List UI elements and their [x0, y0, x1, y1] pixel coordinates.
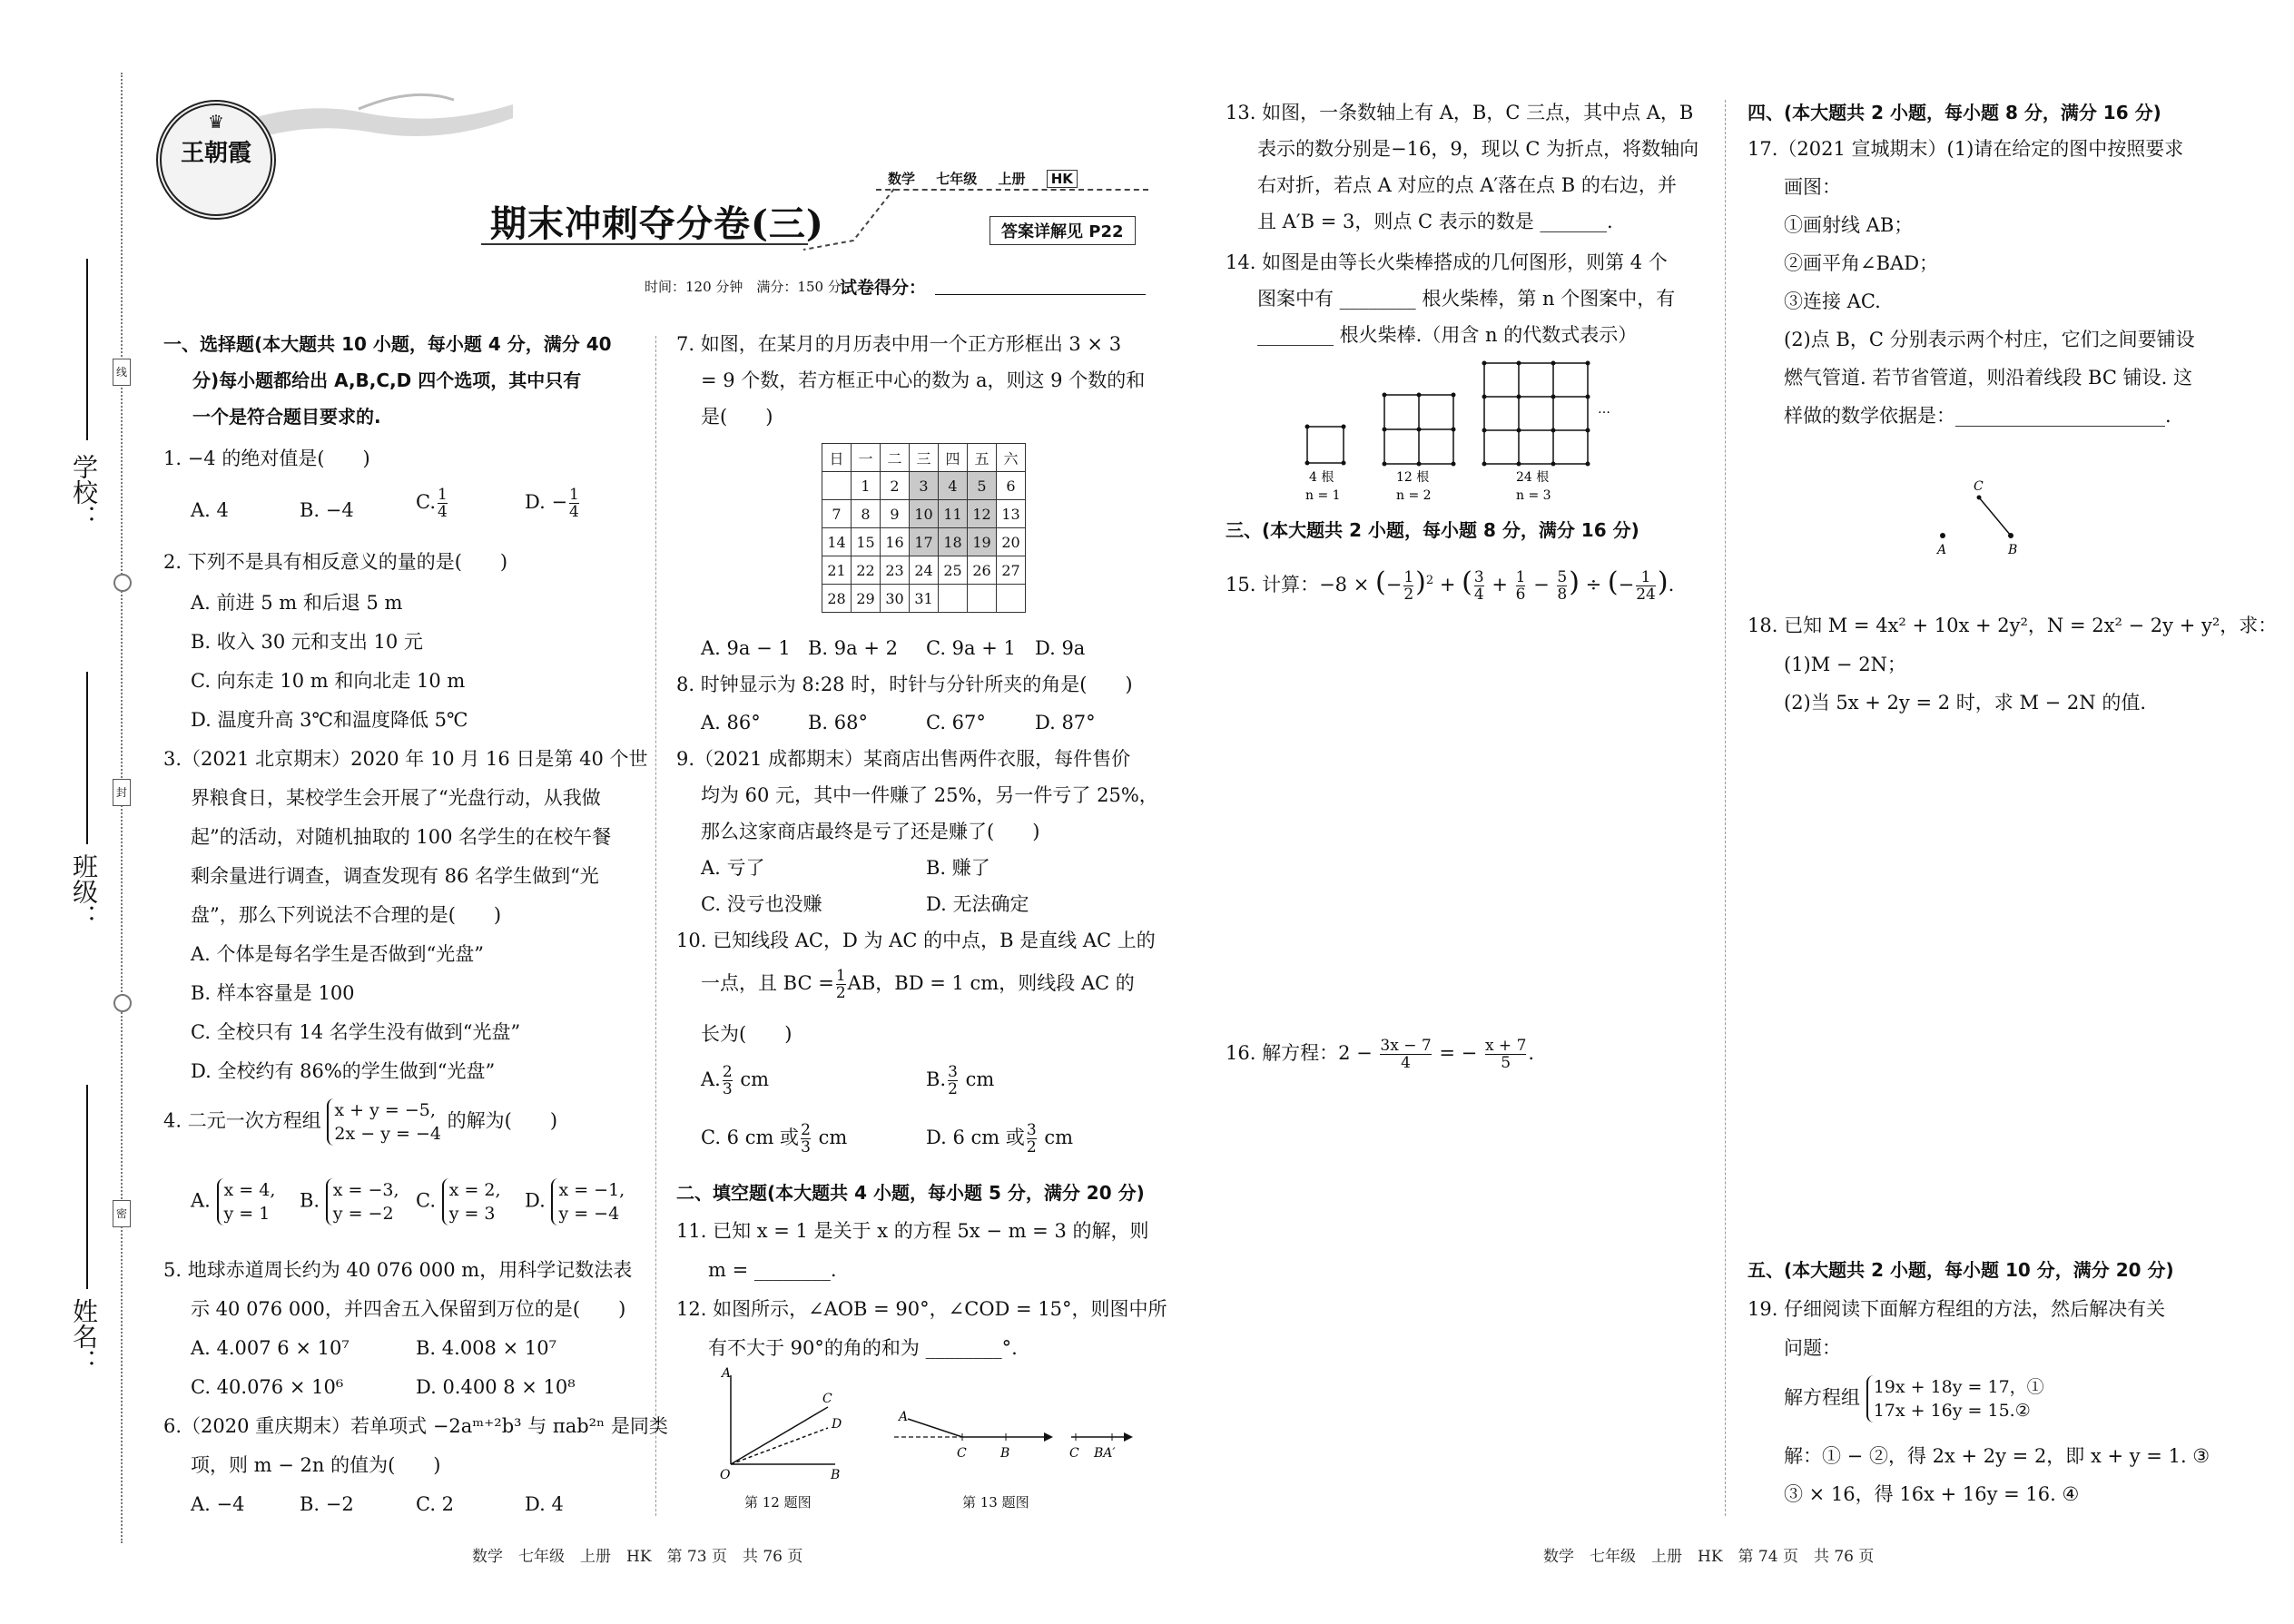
- question-5-option-b: B. 4.008 × 10⁷: [416, 1337, 556, 1359]
- calendar-row: [822, 528, 1026, 556]
- question-7-line1: 7. 如图，在某月的月历表中用一个正方形框出 3 × 3: [676, 333, 1122, 355]
- binding-hole-icon: [113, 994, 132, 1012]
- calendar-header-row: [822, 444, 1026, 472]
- question-13-line1: 13. 如图，一条数轴上有 A，B，C 三点，其中点 A，B: [1226, 102, 1694, 123]
- question-6-line2: 项，则 m − 2n 的值为( ): [191, 1454, 441, 1476]
- subject-subject: 数学: [888, 171, 916, 187]
- calendar-head-cell: 五: [968, 444, 997, 472]
- calendar-cell: 1: [852, 472, 881, 500]
- calendar-cell: 21: [822, 556, 852, 585]
- exam-time-info: 时间：120 分钟 满分：150 分: [645, 279, 842, 295]
- calendar-cell: 22: [852, 556, 881, 585]
- question-17-line4: ②画平角∠BAD；: [1784, 252, 1939, 274]
- calendar-row: [822, 472, 1026, 500]
- question-9-option-d: D. 无法确定: [926, 893, 1029, 915]
- question-4: 4. 二元一次方程组 x + y = −5, 2x − y = −4 的解为( ): [163, 1100, 558, 1144]
- question-1-option-a: A. 4: [191, 499, 229, 521]
- calendar-head-cell: 日: [822, 444, 852, 472]
- question-17-line6: (2)点 B，C 分别表示两个村庄，它们之间要铺设: [1784, 329, 2195, 350]
- section-5-heading: 五、(本大题共 2 小题，每小题 10 分，满分 20 分): [1748, 1259, 2174, 1281]
- fig14-count-3: 24 根: [1516, 470, 1550, 485]
- question-3-option-c: C. 全校只有 14 名学生没有做到“光盘”: [191, 1021, 521, 1043]
- fig14-n-1: n = 1: [1305, 488, 1341, 503]
- score-label: 试卷得分：: [840, 278, 927, 298]
- question-12-line1: 12. 如图所示，∠AOB = 90°，∠COD = 15°，则图中所: [676, 1298, 1167, 1320]
- question-17-line3: ①画射线 AB；: [1784, 214, 1914, 236]
- calendar-cell-highlighted: 11: [939, 500, 968, 528]
- figure-14-matchstick-patterns: [1289, 354, 1634, 513]
- question-17-line2: 画图：: [1784, 176, 1841, 198]
- question-7-line3: 是( ): [701, 406, 773, 428]
- calendar-cell-highlighted: 17: [910, 528, 939, 556]
- calendar-cell-highlighted: 10: [910, 500, 939, 528]
- title-underline: [481, 243, 808, 245]
- question-2-option-b: B. 收入 30 元和支出 10 元: [191, 631, 423, 653]
- question-6-option-c: C. 2: [416, 1493, 455, 1515]
- logo-crown-icon: ♛: [208, 111, 224, 133]
- question-9-option-c: C. 没亏也没赚: [701, 893, 822, 915]
- question-19-line2: 问题：: [1784, 1337, 1841, 1359]
- fig17-label-a: A: [1937, 543, 1947, 557]
- name-label: 姓名：: [69, 1298, 99, 1374]
- fig13-label-a: A: [899, 1410, 909, 1424]
- figure-13-caption: 第 13 题图: [962, 1494, 1029, 1511]
- calendar-cell-highlighted: 12: [968, 500, 997, 528]
- calendar-head-cell: 一: [852, 444, 881, 472]
- page-title: 期末冲刺夺分卷(三): [490, 202, 824, 245]
- calendar-cell: 14: [822, 528, 852, 556]
- question-7-option-a: A. 9a − 1: [701, 637, 791, 659]
- question-4-option-b: B. x = −3, y = −2: [300, 1180, 399, 1224]
- school-label: 学校：: [69, 454, 99, 530]
- question-3-line4: 剩余量进行调查，调查发现有 86 名学生做到“光: [191, 865, 599, 887]
- column-divider: [655, 336, 656, 1516]
- logo-text: 王朝霞: [180, 140, 251, 167]
- binding-dotted-line: [121, 73, 123, 1543]
- fig14-count-2: 12 根: [1396, 470, 1430, 485]
- question-3-option-b: B. 样本容量是 100: [191, 982, 355, 1004]
- calendar-cell: 8: [852, 500, 881, 528]
- fig12-label-a: A: [722, 1366, 732, 1381]
- question-2-option-c: C. 向东走 10 m 和向北走 10 m: [191, 670, 466, 692]
- class-blank: [86, 672, 88, 844]
- seal-mark-seal: 封: [113, 779, 131, 806]
- section-1-heading: 一、选择题(本大题共 10 小题，每小题 4 分，满分 40: [163, 333, 612, 355]
- question-16: 16. 解方程：2 − $\frac{3x - 7}{4}$ = − $\frac{x + 7}{5}$ .: [1226, 1037, 1535, 1072]
- calendar-head-cell: 三: [910, 444, 939, 472]
- figure-17-points: [1915, 472, 2024, 563]
- question-19-solution-line1: 解：① − ②，得 2x + 2y = 2，即 x + y = 1. ③: [1784, 1445, 2210, 1467]
- fig14-count-1: 4 根: [1309, 470, 1334, 485]
- calendar-cell: [822, 472, 852, 500]
- question-2-option-a: A. 前进 5 m 和后退 5 m: [191, 592, 403, 614]
- question-7-option-d: D. 9a: [1035, 637, 1086, 659]
- question-18-line3: (2)当 5x + 2y = 2 时，求 M − 2N 的值.: [1784, 692, 2146, 714]
- calendar-cell: 2: [881, 472, 910, 500]
- question-2-option-d: D. 温度升高 3℃和温度降低 5℃: [191, 709, 468, 731]
- question-19-solution-line2: ③ × 16，得 16x + 16y = 16. ④: [1784, 1483, 2080, 1505]
- question-8-option-a: A. 86°: [701, 712, 761, 733]
- question-3-line5: 盘”，那么下列说法不合理的是( ): [191, 904, 502, 926]
- fig13-label-b: B: [1000, 1446, 1010, 1461]
- calendar-cell: 15: [852, 528, 881, 556]
- pattern-n3: [1484, 363, 1588, 464]
- question-13-line4: 且 A′B = 3，则点 C 表示的数是 _______.: [1257, 211, 1613, 232]
- calendar-cell: [968, 585, 997, 613]
- pattern-n1: [1307, 427, 1344, 463]
- question-15: 15. 计算：−8 × (− $\frac{1}{2}$ )$^2$ + ( $\frac{3}{4}$ + $\frac{1}{6}$ − $\frac{5}{8}$ ) ÷ (− $\frac{1}{24}$ ).: [1226, 566, 1675, 604]
- question-6-option-d: D. 4: [525, 1493, 564, 1515]
- question-4-option-c: C. x = 2, y = 3: [416, 1180, 501, 1224]
- class-label: 班级：: [69, 853, 99, 930]
- question-10-line1: 10. 已知线段 AC，D 为 AC 的中点，B 是直线 AC 上的: [676, 930, 1156, 951]
- calendar-cell: 24: [910, 556, 939, 585]
- question-13-line3: 右对折，若点 A 对应的点 A′落在点 B 的右边，并: [1257, 174, 1677, 196]
- question-5-line2: 示 40 076 000，并四舍五入保留到万位的是( ): [191, 1298, 626, 1320]
- question-18-line2: (1)M − 2N；: [1784, 654, 1906, 675]
- question-5-option-c: C. 40.076 × 10⁶: [191, 1376, 344, 1398]
- calendar-cell: 23: [881, 556, 910, 585]
- calendar-cell-highlighted: 19: [968, 528, 997, 556]
- school-blank: [86, 259, 88, 440]
- calendar-cell: 31: [910, 585, 939, 613]
- question-8-option-c: C. 67°: [926, 712, 986, 733]
- question-12-line2: 有不大于 90°的角的和为 ________°.: [708, 1337, 1018, 1359]
- question-10-line3: 长为( ): [701, 1023, 793, 1045]
- calendar-cell-highlighted: 4: [939, 472, 968, 500]
- question-1-option-b: B. −4: [300, 499, 354, 521]
- fig13-label-c: C: [957, 1446, 967, 1461]
- calendar-row: [822, 585, 1026, 613]
- question-5-option-d: D. 0.400 8 × 10⁸: [416, 1376, 576, 1398]
- question-19-system: 解方程组 19x + 18y = 17，① 17x + 16y = 15.②: [1784, 1377, 2044, 1421]
- question-6-line1: 6.（2020 重庆期末）若单项式 −2aᵐ⁺²b³ 与 πab²ⁿ 是同类: [163, 1415, 668, 1437]
- score-blank: [935, 294, 1146, 295]
- question-3-line1: 3.（2021 北京期末）2020 年 10 月 16 日是第 40 个世: [163, 748, 648, 770]
- question-7-line2: = 9 个数，若方框正中心的数为 a，则这 9 个数的和: [701, 369, 1146, 391]
- calendar-cell: 26: [968, 556, 997, 585]
- section-1-heading-line3: 一个是符合题目要求的.: [192, 406, 381, 428]
- calendar-cell: 27: [997, 556, 1026, 585]
- fig12-label-c: C: [822, 1392, 832, 1406]
- calendar-cell: 13: [997, 500, 1026, 528]
- fig12-label-b: B: [831, 1468, 841, 1482]
- calendar-cell-highlighted: 18: [939, 528, 968, 556]
- fig14-n-3: n = 3: [1516, 488, 1551, 503]
- figure-12-caption: 第 12 题图: [744, 1494, 812, 1511]
- question-8-option-b: B. 68°: [808, 712, 869, 733]
- seal-mark-line: 线: [113, 359, 131, 386]
- calendar-table: [822, 443, 1026, 613]
- subject-volume: 上册: [998, 171, 1026, 187]
- question-19-line1: 19. 仔细阅读下面解方程组的方法，然后解决有关: [1748, 1298, 2166, 1320]
- question-18-line1: 18. 已知 M = 4x² + 10x + 2y²，N = 2x² − 2y + y²，求：: [1748, 615, 2278, 636]
- question-6-option-b: B. −2: [300, 1493, 354, 1515]
- question-9-line3: 那么这家商店最终是亏了还是赚了( ): [701, 821, 1040, 842]
- figure-12-angles: [717, 1366, 881, 1489]
- calendar-cell: 9: [881, 500, 910, 528]
- question-4-option-a: A. x = 4, y = 1: [191, 1180, 276, 1224]
- question-1: 1. −4 的绝对值是( ): [163, 448, 370, 469]
- calendar-cell: 29: [852, 585, 881, 613]
- question-5-option-a: A. 4.007 6 × 10⁷: [191, 1337, 350, 1359]
- binding-hole-icon: [113, 574, 132, 592]
- question-14-line3: ________ 根火柴棒.（用含 n 的代数式表示）: [1257, 324, 1638, 346]
- subject-bar: [888, 169, 1078, 188]
- section-1-heading-line2: 分)每小题都给出 A,B,C,D 四个选项，其中只有: [192, 369, 582, 391]
- fig14-n-2: n = 2: [1396, 488, 1432, 503]
- question-1-option-c: C. $\frac{1}{4}$: [416, 486, 448, 521]
- name-blank: [86, 1085, 88, 1289]
- section-2-heading: 二、填空题(本大题共 4 小题，每小题 5 分，满分 20 分): [676, 1182, 1145, 1204]
- footer-right-page-info: 数学 七年级 上册 HK 第 74 页 共 76 页: [1543, 1548, 1875, 1566]
- question-17-line8: 样做的数学依据是：______________________.: [1784, 405, 2171, 427]
- fig13-label-ba: BA′: [1094, 1446, 1116, 1461]
- calendar-cell: 20: [997, 528, 1026, 556]
- calendar-cell: [997, 585, 1026, 613]
- question-8-option-d: D. 87°: [1035, 712, 1096, 733]
- calendar-cell: 30: [881, 585, 910, 613]
- seal-mark-secret: 密: [113, 1200, 131, 1227]
- footer-left-page-info: 数学 七年级 上册 HK 第 73 页 共 76 页: [472, 1548, 803, 1566]
- question-9-option-a: A. 亏了: [701, 857, 765, 879]
- section-3-heading: 三、(本大题共 2 小题，每小题 8 分，满分 16 分): [1226, 519, 1639, 541]
- logo-seal: [156, 100, 276, 220]
- question-10-option-b: B. $\frac{3}{2}$ cm: [926, 1063, 995, 1098]
- calendar-cell: 6: [997, 472, 1026, 500]
- calendar-cell-highlighted: 3: [910, 472, 939, 500]
- calendar-cell: 16: [881, 528, 910, 556]
- question-11-line2: m = ________.: [708, 1259, 837, 1281]
- question-11-line1: 11. 已知 x = 1 是关于 x 的方程 5x − m = 3 的解，则: [676, 1220, 1149, 1242]
- question-14-line2: 图案中有 ________ 根火柴棒，第 n 个图案中，有: [1257, 288, 1676, 310]
- question-7-option-c: C. 9a + 1: [926, 637, 1016, 659]
- question-3-option-a: A. 个体是每名学生是否做到“光盘”: [191, 943, 484, 965]
- calendar-cell: [939, 585, 968, 613]
- question-1-option-d: D. − $\frac{1}{4}$: [525, 486, 579, 521]
- question-13-line2: 表示的数分别是−16，9，现以 C 为折点，将数轴向: [1257, 138, 1699, 160]
- header-dashed-line: [876, 189, 1148, 191]
- calendar-row: [822, 556, 1026, 585]
- question-10-option-a: A. $\frac{2}{3}$ cm: [701, 1063, 770, 1098]
- subject-grade: 七年级: [936, 171, 978, 187]
- question-17-line5: ③连接 AC.: [1784, 290, 1881, 312]
- fig17-label-c: C: [1974, 479, 1984, 494]
- fig12-label-o: O: [720, 1468, 731, 1482]
- calendar-row: [822, 500, 1026, 528]
- fig12-label-d: D: [832, 1417, 842, 1432]
- question-3-line3: 起”的活动，对随机抽取的 100 名学生的在校午餐: [191, 826, 612, 848]
- answer-ref-box: 答案详解见 P22: [989, 216, 1136, 245]
- section-4-heading: 四、(本大题共 2 小题，每小题 8 分，满分 16 分): [1748, 102, 2161, 123]
- question-10-option-d: D. 6 cm 或 $\frac{3}{2}$ cm: [926, 1121, 1074, 1156]
- subject-edition: HK: [1047, 170, 1078, 188]
- question-3-line2: 界粮食日，某校学生会开展了“光盘行动，从我做: [191, 787, 601, 809]
- question-5-line1: 5. 地球赤道周长约为 40 076 000 m，用科学记数法表: [163, 1259, 633, 1281]
- question-14-line1: 14. 如图是由等长火柴棒搭成的几何图形，则第 4 个: [1226, 251, 1668, 273]
- question-8: 8. 时钟显示为 8:28 时，时针与分针所夹的角是( ): [676, 674, 1133, 695]
- calendar-cell: 25: [939, 556, 968, 585]
- question-7-option-b: B. 9a + 2: [808, 637, 898, 659]
- question-9-line1: 9.（2021 成都期末）某商店出售两件衣服，每件售价: [676, 748, 1131, 770]
- calendar-head-cell: 六: [997, 444, 1026, 472]
- calendar-cell-highlighted: 5: [968, 472, 997, 500]
- question-10-line2: 一点，且 BC = $\frac{1}{2}$ AB，BD = 1 cm，则线段 AC 的: [701, 967, 1135, 1002]
- figure-13-number-line-fold: [890, 1403, 1135, 1475]
- fig14-ellipsis: …: [1598, 402, 1610, 417]
- question-3-option-d: D. 全校约有 86%的学生做到“光盘”: [191, 1060, 496, 1082]
- calendar-head-cell: 二: [881, 444, 910, 472]
- question-6-option-a: A. −4: [191, 1493, 245, 1515]
- question-2: 2. 下列不是具有相反意义的量的是( ): [163, 551, 508, 573]
- question-10-option-c: C. 6 cm 或 $\frac{2}{3}$ cm: [701, 1121, 848, 1156]
- calendar-head-cell: 四: [939, 444, 968, 472]
- column-divider: [1725, 100, 1726, 1516]
- question-9-line2: 均为 60 元，其中一件赚了 25%，另一件亏了 25%，: [701, 784, 1158, 806]
- question-17-line7: 燃气管道. 若节省管道，则沿着线段 BC 铺设. 这: [1784, 367, 2192, 389]
- question-4-option-d: D. x = −1, y = −4: [525, 1180, 625, 1224]
- calendar-cell: 28: [822, 585, 852, 613]
- question-17-line1: 17.（2021 宣城期末）(1)请在给定的图中按照要求: [1748, 138, 2184, 160]
- question-9-option-b: B. 赚了: [926, 857, 990, 879]
- fig13-label-c2: C: [1069, 1446, 1079, 1461]
- calendar-cell: 7: [822, 500, 852, 528]
- fig17-label-b: B: [2008, 543, 2018, 557]
